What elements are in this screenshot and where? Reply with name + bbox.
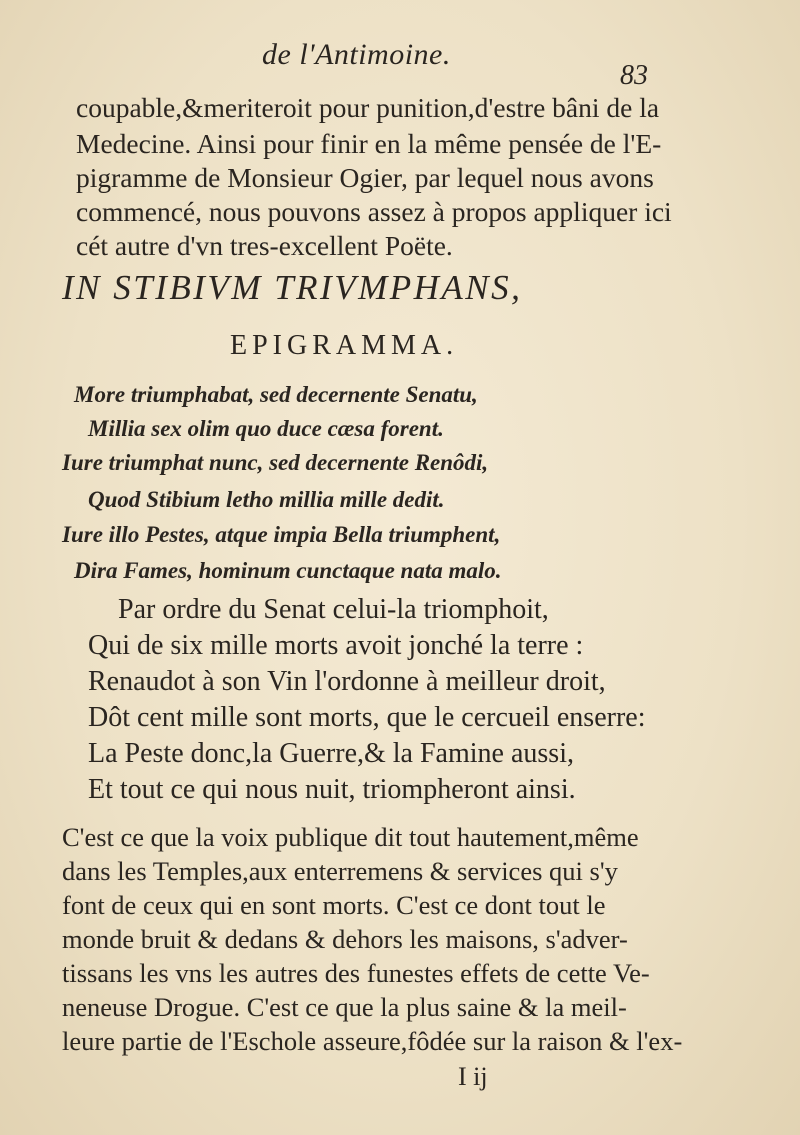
text-line: pigramme de Monsieur Ogier, par lequel nous avons <box>76 162 654 193</box>
text-line: coupable,&meriteroit pour punition,d'estre bâni de la <box>76 92 660 123</box>
text-line: C'est ce que la voix publique dit tout hautement,même <box>62 822 639 852</box>
text-line: tissans les vns les autres des funestes effets de cette Ve- <box>62 958 650 988</box>
french-verse: La Peste donc,la Guerre,& la Famine aussi, <box>88 738 574 769</box>
text-line: Medecine. Ainsi pour finir en la même pensée de l'E- <box>76 128 662 159</box>
text-line: dans les Temples,aux enterremens & services qui s'y <box>62 856 618 886</box>
latin-verse: More triumphabat, sed decernente Senatu, <box>74 382 478 407</box>
latin-verse: Dira Fames, hominum cunctaque nata malo. <box>74 558 502 583</box>
french-verse: Et tout ce qui nous nuit, triompheront ainsi. <box>88 774 576 805</box>
text-line: monde bruit & dedans & dehors les maisons, s'adver- <box>62 924 628 954</box>
french-verse: Qui de six mille morts avoit jonché la terre : <box>88 630 584 661</box>
french-verse: Par ordre du Senat celui-la triomphoit, <box>118 594 549 625</box>
latin-verse: Iure illo Pestes, atque impia Bella triumphent, <box>62 522 501 547</box>
text-line: cét autre d'vn tres-excellent Poëte. <box>76 230 453 261</box>
french-verse: Renaudot à son Vin l'ordonne à meilleur droit, <box>88 666 606 697</box>
latin-verse: Quod Stibium letho millia mille dedit. <box>88 487 445 512</box>
signature-mark: I ij <box>458 1062 488 1091</box>
french-verse: Dôt cent mille sont morts, que le cercueil enserre: <box>88 702 646 733</box>
latin-verse: Millia sex olim quo duce cæsa forent. <box>88 416 444 441</box>
text-line: font de ceux qui en sont morts. C'est ce dont tout le <box>62 890 606 920</box>
latin-verse: Iure triumphat nunc, sed decernente Renôdi, <box>62 450 489 475</box>
page-number: 83 <box>620 60 648 91</box>
epigram-subtitle: EPIGRAMMA. <box>230 330 459 361</box>
text-line: leure partie de l'Eschole asseure,fôdée sur la raison & l'ex- <box>62 1026 683 1056</box>
running-head: de l'Antimoine. <box>262 38 451 71</box>
text-line: neneuse Drogue. C'est ce que la plus saine & la meil- <box>62 992 627 1022</box>
text-line: commencé, nous pouvons assez à propos appliquer ici <box>76 196 672 227</box>
epigram-title: IN STIBIVM TRIVMPHANS, <box>62 268 523 307</box>
